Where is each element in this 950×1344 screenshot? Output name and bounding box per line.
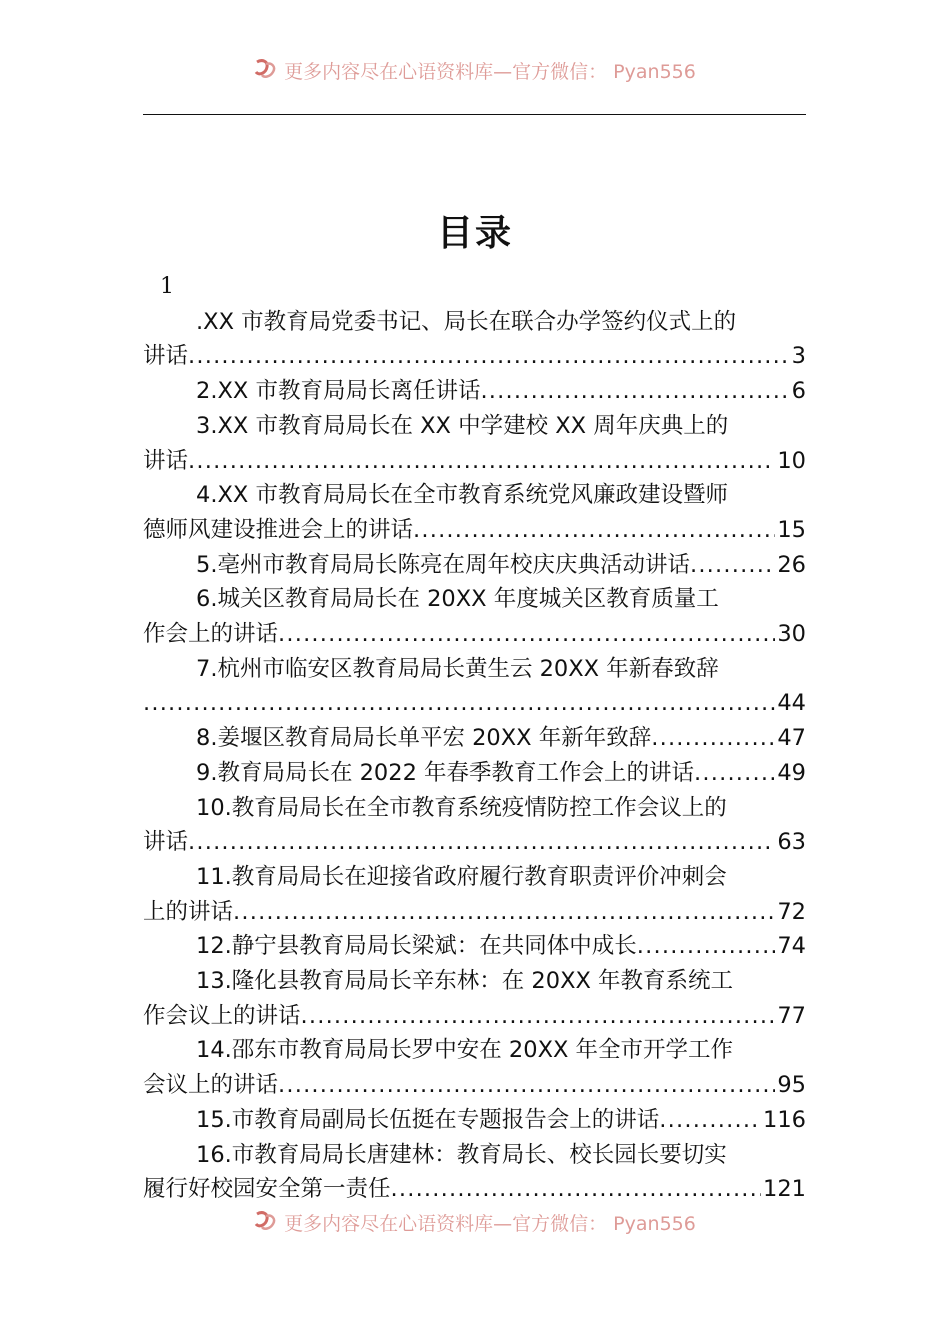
dot-leader <box>188 339 790 374</box>
toc-entry-page: 77 <box>777 1002 806 1029</box>
toc-entry[interactable] <box>143 1138 806 1207</box>
toc-entry-title-continued: 德师风建设推进会上的讲话 <box>143 516 414 543</box>
toc-entry-title: 16.市教育局局长唐建林：教育局长、校长园长要切实 <box>196 1141 727 1168</box>
header-watermark <box>0 58 950 88</box>
toc-entry[interactable] <box>143 652 806 721</box>
table-of-contents <box>143 270 806 1207</box>
toc-entry-title: .XX 市教育局党委书记、局长在联合办学签约仪式上的 <box>196 308 737 335</box>
toc-entry-page: 47 <box>777 725 806 752</box>
toc-entry-title-continued: 讲话 <box>143 447 189 474</box>
dot-leader <box>188 444 775 479</box>
toc-entry-page: 95 <box>777 1072 806 1099</box>
dot-leader <box>690 548 775 583</box>
toc-entry-page: 30 <box>777 621 806 648</box>
toc-entry-title-continued: 履行好校园安全第一责任 <box>143 1176 391 1203</box>
dot-leader <box>301 999 776 1034</box>
footer-watermark <box>0 1210 950 1240</box>
toc-entry-page: 44 <box>777 690 806 717</box>
toc-entry-page: 6 <box>791 378 806 405</box>
toc-entry-title: 2.XX 市教育局局长离任讲话 <box>196 378 481 405</box>
toc-entry-title-continued: 作会上的讲话 <box>143 621 279 648</box>
toc-entry-title-continued: 作会议上的讲话 <box>143 1002 301 1029</box>
stray-number: 1 <box>160 274 174 299</box>
toc-entry-page: 72 <box>777 898 806 925</box>
toc-entry-title: 9.教育局局长在 2022 年春季教育工作会上的讲话 <box>196 759 695 786</box>
toc-entry[interactable] <box>143 929 806 964</box>
toc-entries <box>143 305 806 1207</box>
toc-entry-title: 4.XX 市教育局局长在全市教育系统党风廉政建设暨师 <box>196 482 728 509</box>
dot-leader <box>143 686 775 721</box>
toc-entry-title: 10.教育局局长在全市教育系统疫情防控工作会议上的 <box>196 794 727 821</box>
toc-entry-title: 7.杭州市临安区教育局局长黄生云 20XX 年新春致辞 <box>196 655 719 682</box>
toc-entry-page: 121 <box>763 1176 806 1203</box>
watermark-logo-icon <box>254 58 278 87</box>
toc-entry-page: 63 <box>777 829 806 856</box>
dot-leader <box>694 756 775 791</box>
dot-leader <box>278 1068 775 1103</box>
toc-entry-page: 74 <box>777 933 806 960</box>
toc-entry[interactable] <box>143 305 806 374</box>
dot-leader <box>391 1172 762 1207</box>
toc-entry-title-continued: 讲话 <box>143 829 189 856</box>
toc-entry-title: 3.XX 市教育局局长在 XX 中学建校 XX 周年庆典上的 <box>196 412 729 439</box>
page-title: 目录 <box>436 212 513 254</box>
toc-entry-title: 15.市教育局副局长伍挺在专题报告会上的讲话 <box>196 1106 660 1133</box>
toc-entry[interactable] <box>143 791 806 860</box>
toc-entry-page: 10 <box>777 447 806 474</box>
toc-entry-page: 26 <box>777 551 806 578</box>
toc-entry[interactable] <box>143 964 806 1033</box>
toc-entry-page: 116 <box>763 1106 806 1133</box>
dot-leader <box>413 513 775 548</box>
toc-entry-title: 6.城关区教育局局长在 20XX 年度城关区教育质量工 <box>196 586 719 613</box>
toc-entry[interactable] <box>143 582 806 651</box>
toc-entry-title: 13.隆化县教育局局长辛东林：在 20XX 年教育系统工 <box>196 968 734 995</box>
dot-leader <box>480 374 789 409</box>
toc-entry-title: 11.教育局局长在迎接省政府履行教育职责评价冲刺会 <box>196 863 727 890</box>
toc-entry-title-continued: 上的讲话 <box>143 898 234 925</box>
header-watermark-text: 更多内容尽在心语资料库—官方微信： Pyan556 <box>284 61 696 83</box>
watermark-logo-icon <box>254 1210 278 1239</box>
toc-entry[interactable] <box>143 478 806 547</box>
toc-entry-page: 49 <box>777 759 806 786</box>
dot-leader <box>188 825 775 860</box>
toc-entry-page: 15 <box>777 516 806 543</box>
toc-entry[interactable] <box>143 409 806 478</box>
toc-entry[interactable] <box>143 374 806 409</box>
dot-leader <box>233 895 775 930</box>
footer-watermark-text: 更多内容尽在心语资料库—官方微信： Pyan556 <box>284 1213 696 1235</box>
dot-leader <box>659 1103 761 1138</box>
toc-entry[interactable] <box>143 756 806 791</box>
header-rule <box>143 114 806 115</box>
toc-entry[interactable] <box>143 860 806 929</box>
toc-entry-title-continued: 讲话 <box>143 343 189 370</box>
toc-entry[interactable] <box>143 1103 806 1138</box>
dot-leader <box>651 721 775 756</box>
toc-entry-title: 12.静宁县教育局局长梁斌：在共同体中成长 <box>196 933 637 960</box>
dot-leader <box>637 929 776 964</box>
toc-entry-title: 5.亳州市教育局局长陈亮在周年校庆庆典活动讲话 <box>196 551 690 578</box>
toc-entry-title-continued: 会议上的讲话 <box>143 1072 279 1099</box>
toc-entry[interactable] <box>143 721 806 756</box>
toc-entry-title: 8.姜堰区教育局局长单平宏 20XX 年新年致辞 <box>196 725 652 752</box>
toc-entry-title: 14.邵东市教育局局长罗中安在 20XX 年全市开学工作 <box>196 1037 734 1064</box>
toc-entry[interactable] <box>143 1033 806 1102</box>
dot-leader <box>278 617 775 652</box>
toc-entry[interactable] <box>143 548 806 583</box>
toc-entry-page: 3 <box>791 343 806 370</box>
